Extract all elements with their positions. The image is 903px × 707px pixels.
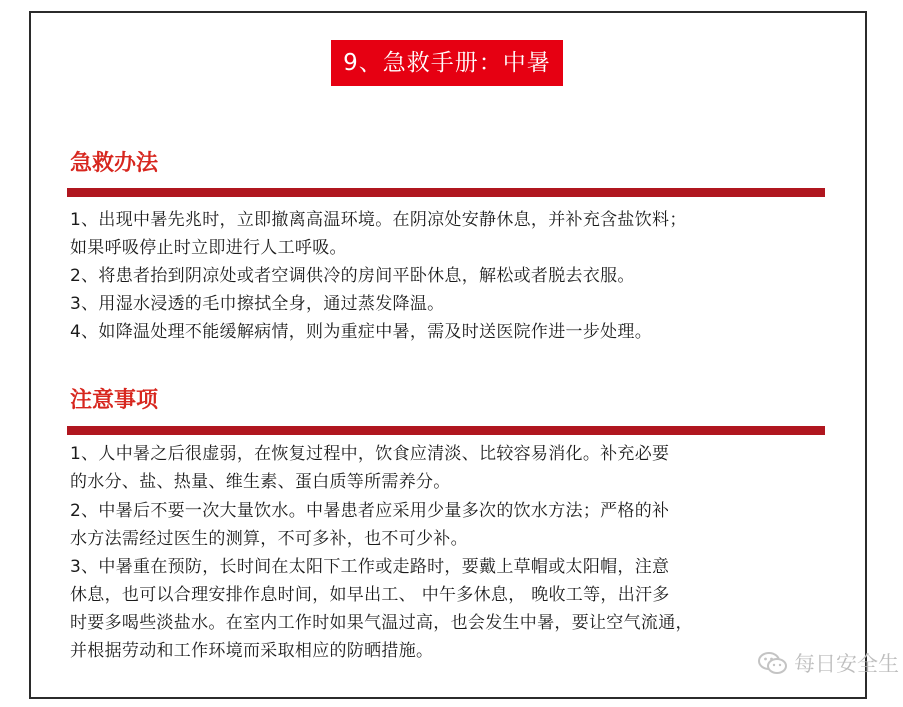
watermark <box>758 648 899 678</box>
first-aid-line: 1、出现中暑先兆时，立即撤离高温环境。在阴凉处安静休息，并补充含盐饮料； <box>70 210 687 230</box>
precautions-line: 3、中暑重在预防，长时间在太阳下工作或走路时，要戴上草帽或太阳帽，注意 <box>70 557 670 577</box>
precautions-line: 1、人中暑之后很虚弱，在恢复过程中，饮食应清淡、比较容易消化。补充必要 <box>70 444 670 464</box>
precautions-line: 时要多喝些淡盐水。在室内工作时如果气温过高，也会发生中暑，要让空气流通， <box>70 613 693 633</box>
wechat-icon <box>758 651 788 675</box>
section-heading-first-aid: 急救办法 <box>70 151 159 176</box>
section-heading-precautions: 注意事项 <box>70 388 159 413</box>
precautions-line: 的水分、盐、热量、维生素、蛋白质等所需养分。 <box>70 472 451 492</box>
first-aid-line: 2、将患者抬到阴凉处或者空调供冷的房间平卧休息，解松或者脱去衣服。 <box>70 266 635 286</box>
first-aid-line: 4、如降温处理不能缓解病情，则为重症中暑，需及时送医院作进一步处理。 <box>70 322 653 342</box>
watermark-text: 每日安全生 <box>794 652 899 676</box>
precautions-line: 水方法需经过医生的测算，不可多补，也不可少补。 <box>70 529 468 549</box>
first-aid-line: 如果呼吸停止时立即进行人工呼吸。 <box>70 238 347 258</box>
first-aid-line: 3、用湿水浸透的毛巾擦拭全身，通过蒸发降温。 <box>70 294 445 314</box>
section-divider-precautions <box>67 426 825 435</box>
section-divider-first-aid <box>67 188 825 197</box>
page-title: 9、急救手册：中暑 <box>331 40 563 86</box>
precautions-line: 2、中暑后不要一次大量饮水。中暑患者应采用少量多次的饮水方法；严格的补 <box>70 501 670 521</box>
precautions-line: 休息，也可以合理安排作息时间，如早出工、 中午多休息， 晚收工等，出汗多 <box>70 585 670 605</box>
precautions-line: 并根据劳动和工作环境而采取相应的防晒措施。 <box>70 641 434 661</box>
